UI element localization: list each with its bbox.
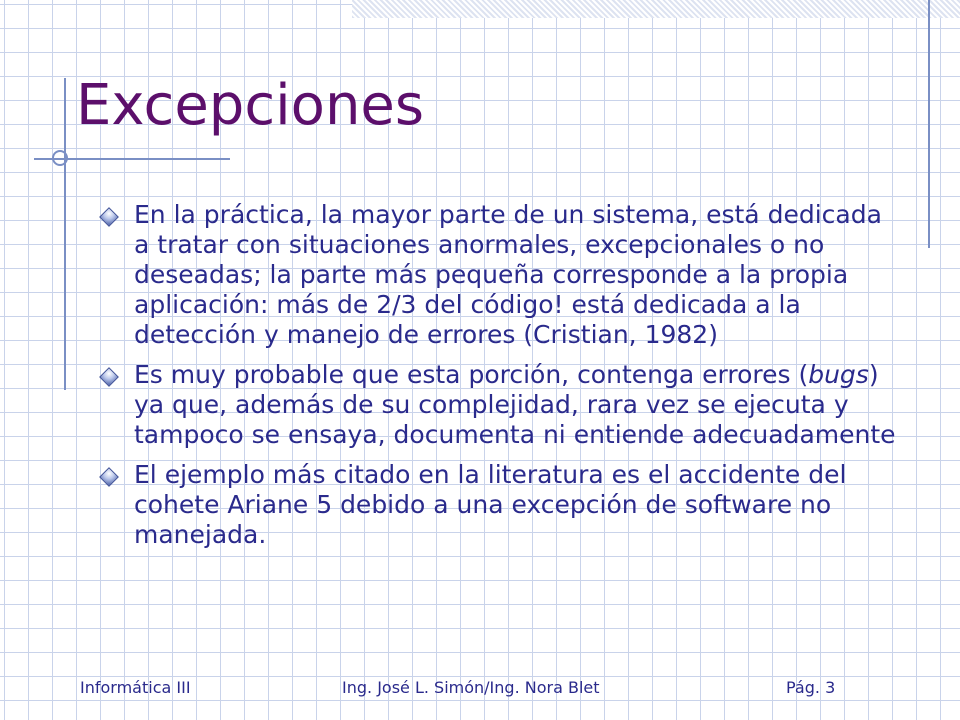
- decorative-vertical-line-right: [928, 0, 930, 248]
- bullet-list: [100, 200, 900, 560]
- bullet-text: [134, 460, 900, 550]
- bullet-text-segment: ) ya que, además de su complejidad, rara vez se ejecuta y tampoco se ensaya, documenta ni entiende adecuadamente: [134, 360, 896, 449]
- bullet-text-italic: bugs: [808, 360, 869, 389]
- bullet-text-segment: Es muy probable que esta porción, contenga errores (: [134, 360, 809, 389]
- diamond-bullet-icon: [99, 467, 119, 487]
- ring-icon: [52, 150, 68, 166]
- bullet-item: [100, 200, 900, 350]
- bullet-item: [100, 460, 900, 550]
- diamond-bullet-icon: [99, 207, 119, 227]
- bullet-text: [134, 360, 900, 450]
- bullet-item: [100, 360, 900, 450]
- top-pattern-band: [352, 0, 960, 18]
- bullet-text-segment: En la práctica, la mayor parte de un sistema, está dedicada a tratar con situaciones anormales, excepcionales o no deseadas; la parte más pequeña corresponde a la propia aplicación: más de 2/3 del código! está dedicada a la detección y manejo de errores (Cristian, 1982): [134, 200, 882, 349]
- bullet-text-segment: El ejemplo más citado en la literatura es el accidente del cohete Ariane 5 debido a una excepción de software no manejada.: [134, 460, 847, 549]
- diamond-bullet-icon: [99, 367, 119, 387]
- footer-page-number: Pág. 3: [786, 678, 836, 697]
- footer-authors: Ing. José L. Simón/Ing. Nora Blet: [342, 678, 600, 697]
- bullet-text: [134, 200, 900, 350]
- footer-course: Informática III: [80, 678, 191, 697]
- slide-title: Excepciones: [76, 73, 425, 138]
- decorative-vertical-line-left: [64, 78, 66, 390]
